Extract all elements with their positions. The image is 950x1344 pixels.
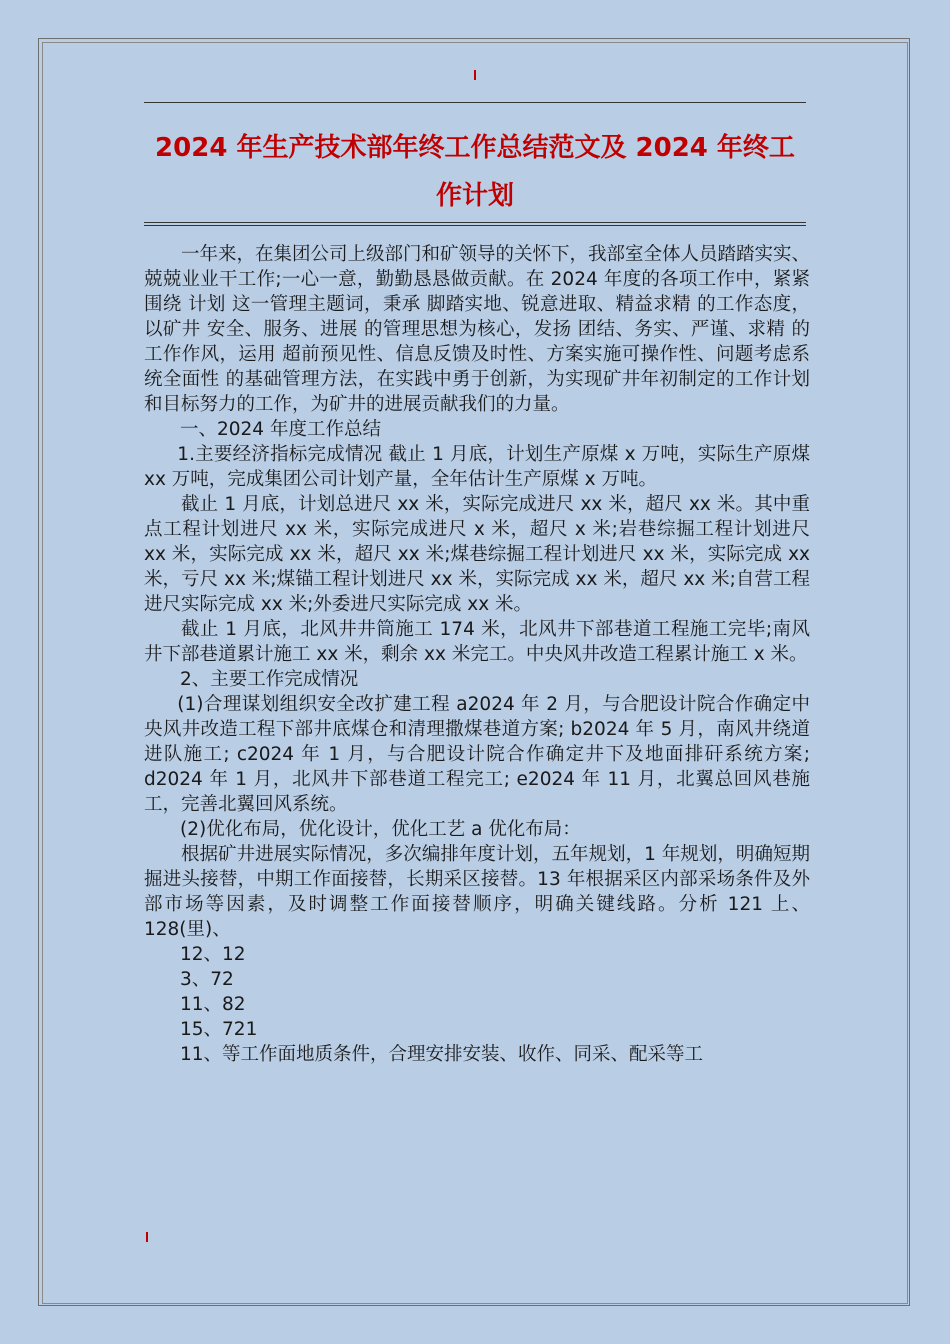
section-heading-main-work: 2、主要工作完成情况 xyxy=(180,669,359,690)
paragraph-planning: 根据矿井进展实际情况，多次编排年度计划，五年规划，1 年规划，明确短期掘进头接替，中期工作面接替，长期采区接替。13 年根据采区内部采场条件及外部市场等因素，及时调整工作面接替顺序，明确关键线路。分析 121 上、128(里)、 xyxy=(144,844,810,940)
document-body xyxy=(144,242,810,1067)
paragraph-optimization-heading: (2)优化布局，优化设计，优化工艺 a 优化布局： xyxy=(180,819,581,840)
paragraph-economic-indicators: 1.主要经济指标完成情况 截止 1 月底，计划生产原煤 x 万吨，实际生产原煤 xx 万吨，完成集团公司计划产量，全年估计生产原煤 x 万吨。 xyxy=(144,444,810,490)
section-heading-summary: 一、2024 年度工作总结 xyxy=(180,419,381,440)
paragraph-shaft-works: 截止 1 月底，北风井井筒施工 174 米，北风井下部巷道工程施工完毕;南风井下部巷道累计施工 xx 米，剩余 xx 米完工。中央风井改造工程累计施工 x 米。 xyxy=(144,619,810,665)
paragraph-expansion-projects: (1)合理谋划组织安全改扩建工程 a2024 年 2 月，与合肥设计院合作确定中央风井改造工程下部井底煤仓和清理撒煤巷道方案; b2024 年 5 月，南风井绕道进队施工; c2024 年 1 月，与合肥设计院合作确定井下及地面排矸系统方案; d2024 年 1 月，北风井下部巷道工程完工; e2024 年 11 月，北翼总回风巷施工，完善北翼回风系统。 xyxy=(144,694,810,815)
list-line: 11、82 xyxy=(180,994,246,1015)
document-title: 2024 年生产技术部年终工作总结范文及 2024 年终工作计划 xyxy=(155,133,795,211)
list-line: 3、72 xyxy=(180,969,234,990)
header-mark xyxy=(474,70,476,80)
footer-mark xyxy=(146,1232,148,1242)
paragraph-footage: 截止 1 月底，计划总进尺 xx 米，实际完成进尺 xx 米，超尺 xx 米。其中重点工程计划进尺 xx 米，实际完成进尺 x 米，超尺 x 米;岩巷综掘工程计划进尺 xx 米，实际完成 xx 米，超尺 xx 米;煤巷综掘工程计划进尺 xx 米，实际完成 xx 米，亏尺 xx 米;煤锚工程计划进尺 xx 米，实际完成 xx 米，超尺 xx 米;自营工程进尺实际完成 xx 米;外委进尺实际完成 xx 米。 xyxy=(144,494,810,615)
list-line: 15、721 xyxy=(180,1019,258,1040)
title-rule-lower xyxy=(144,225,806,226)
title-rule-upper xyxy=(144,222,806,223)
paragraph-intro: 一年来，在集团公司上级部门和矿领导的关怀下，我部室全体人员踏踏实实、兢兢业业干工作;一心一意，勤勤恳恳做贡献。在 2024 年度的各项工作中，紧紧围绕 计划 这一管理主题词，秉承 脚踏实地、锐意进取、精益求精 的工作态度，以矿井 安全、服务、进展 的管理思想为核心，发扬 团结、务实、严谨、求精 的工作作风，运用 超前预见性、信息反馈及时性、方案实施可操作性、问题考虑系统全面性 的基础管理方法，在实践中勇于创新，为实现矿井年初制定的工作计划和目标努力的工作，为矿井的进展贡献我们的力量。 xyxy=(144,244,811,415)
header-rule xyxy=(144,102,806,103)
list-line: 12、12 xyxy=(180,944,246,965)
list-line-continued: 11、等工作面地质条件，合理安排安装、收作、同采、配采等工 xyxy=(180,1044,704,1065)
